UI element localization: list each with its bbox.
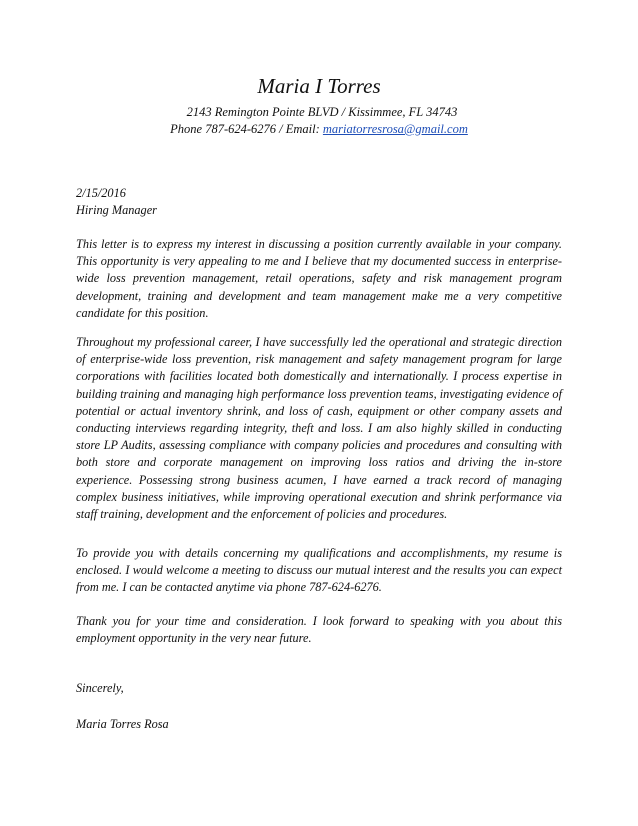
contact-phone: Phone 787-624-6276 / Email:	[170, 122, 323, 136]
letter-date: 2/15/2016	[76, 186, 126, 200]
email-link[interactable]: mariatorresrosa@gmail.com	[322, 122, 468, 136]
paragraph-resume: To provide you with details concerning my qualifications and accomplishments, my resume is enclosed. I would welcome a meeting to discuss our mutual interest and the results you can expect from me. I can be contacted anytime via phone 787-624-6276.	[76, 546, 562, 595]
applicant-address: 2143 Remington Pointe BLVD / Kissimmee, FL 34743	[186, 105, 458, 119]
signature: Maria Torres Rosa	[76, 717, 169, 731]
paragraph-thanks: Thank you for your time and consideration. I look forward to speaking with you about this employment opportunity in the very near future.	[76, 614, 562, 646]
closing: Sincerely,	[76, 681, 124, 695]
applicant-contact	[0, 121, 638, 137]
applicant-name: Maria I Torres	[257, 74, 381, 98]
paragraph-experience: Throughout my professional career, I have successfully led the operational and strategic direction of enterprise-wide loss prevention, risk management and safety management program for large corporations with facilities located both domestically and internationally. I process expertise in building training and managing high performance loss prevention teams, investigating evidence of potential or actual inventory shrink, and loss of cash, equipment or other company assets and conducting interviews regarding integrity, theft and loss. I am also highly skilled in conducting store LP Audits, assessing compliance with company policies and procedures and consulting with both store and corporate management on improving loss ratios and driving the in-store experience. Possessing strong business acumen, I have earned a track record of managing complex business initiatives, while improving operational execution and shrink performance via staff training, development and the enforcement of policies and procedures.	[76, 335, 562, 522]
paragraph-intro: This letter is to express my interest in discussing a position currently available in your company. This opportunity is very appealing to me and I believe that my documented success in enterprise-wide loss prevention management, retail operations, safety and risk management program development, training and development and team management make me a very competitive candidate for this position.	[76, 237, 562, 320]
letterhead	[0, 74, 638, 98]
letter-recipient: Hiring Manager	[76, 203, 157, 217]
